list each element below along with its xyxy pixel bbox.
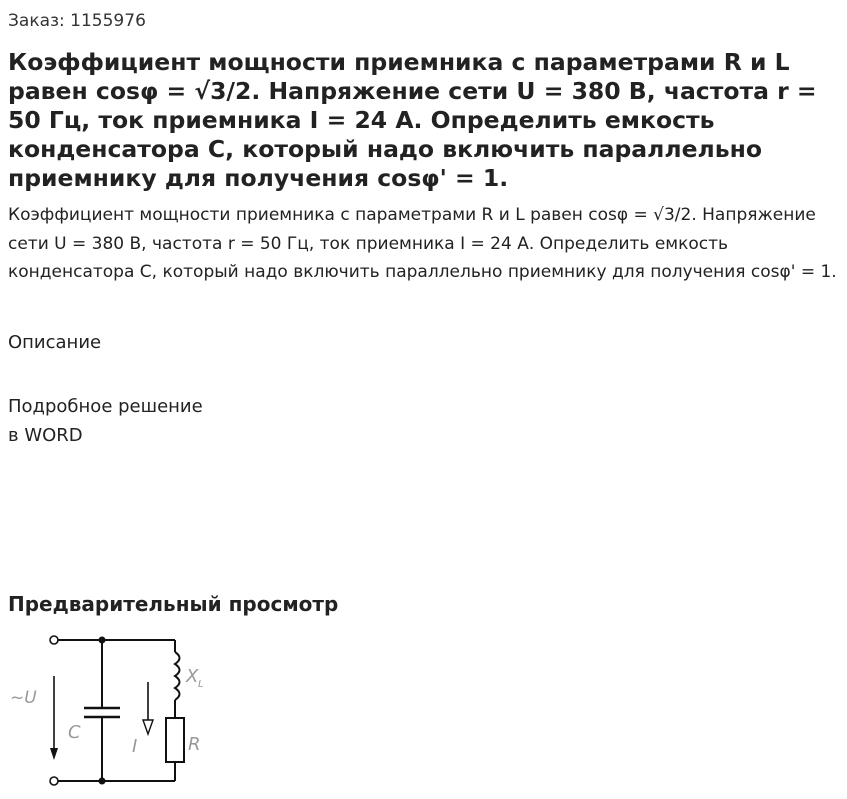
inductor-coil bbox=[175, 652, 180, 700]
label-current: I bbox=[132, 736, 138, 757]
solution-line-format: в WORD bbox=[8, 425, 83, 446]
terminal-top bbox=[50, 636, 58, 644]
task-description: Коэффициент мощности приемника с параметрами R и L равен cosφ = √3/2. Напряжение сети U = 380 В, частота r = 50 Гц, ток приемника I = 24 А. Определить емкость конденсатора С, который надо включить параллельно приемнику для получения cosφ' = 1. bbox=[8, 205, 837, 282]
order-number: Заказ: 1155976 bbox=[8, 11, 146, 31]
voltage-arrow-head bbox=[50, 748, 58, 760]
solution-line-detailed: Подробное решение bbox=[8, 396, 203, 417]
current-arrow-head bbox=[143, 720, 153, 734]
label-inductance: X bbox=[186, 666, 199, 687]
label-resistor: R bbox=[188, 734, 201, 755]
task-title: Коэффициент мощности приемника с параметрами R и L равен cosφ = √3/2. Напряжение сети U = 380 В, частота r = 50 Гц, ток приемника I = 24 А. Определить емкость конденсатора С, который надо включить параллельно приемнику для получения cosφ' = 1. bbox=[8, 48, 817, 192]
terminal-bottom bbox=[50, 777, 58, 785]
label-inductance-sub: L bbox=[198, 679, 204, 690]
solution-format bbox=[8, 392, 203, 450]
resistor bbox=[166, 718, 184, 762]
circuit-diagram bbox=[8, 624, 218, 794]
label-capacitor: C bbox=[68, 722, 81, 743]
preview-heading: Предварительный просмотр bbox=[8, 592, 339, 616]
label-voltage: ~U bbox=[10, 688, 37, 708]
description-label: Описание bbox=[8, 332, 102, 353]
